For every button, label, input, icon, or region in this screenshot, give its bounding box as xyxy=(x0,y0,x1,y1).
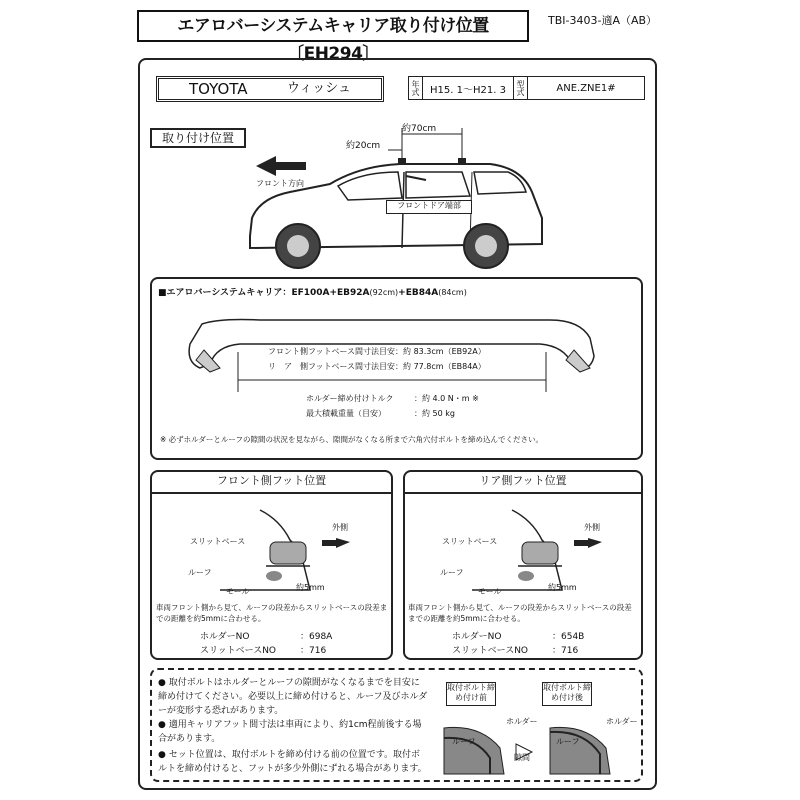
vehicle-model: ウィッシュ xyxy=(287,81,351,96)
rear-slit-base-label: スリットベース xyxy=(442,537,498,546)
carrier-part1-size: (92cm) xyxy=(369,288,399,297)
rear-slit-base xyxy=(522,542,558,564)
rear-slit-value: ：716 xyxy=(552,646,579,656)
front-holder-label: ホルダーNO xyxy=(200,632,250,642)
rear-foot-description: 車両フロント側から見て、ルーフの段差からスリットベースの段差までの距離を約5mmに合わせる。 xyxy=(408,603,632,623)
front-slit-base xyxy=(270,542,306,564)
front-outer-label: 外側 xyxy=(332,523,348,532)
rear-door-window xyxy=(406,172,470,198)
document-id: TBI-3403-適A（AB） xyxy=(548,14,658,27)
torque-value: ：約 4.0 N・m ※ xyxy=(414,394,479,403)
note-item-3-text: セット位置は、取付ボルトを締め付ける前の位置です。取付ボルトを締め付けると、フットが多少外側にずれる場合があります。 xyxy=(158,750,427,774)
front-foot-title: フロント側フット位置 xyxy=(150,470,393,494)
car-illustration xyxy=(230,118,560,274)
dim-70-label: 約70cm xyxy=(402,124,437,134)
carrier-heading xyxy=(158,285,467,298)
carrier-part1: EF100A+EB92A xyxy=(291,288,370,298)
vehicle-name-box xyxy=(156,76,384,102)
note-item-2: ● 適用キャリアフット間寸法は車両により、約1cm程前後する場合があります。 xyxy=(158,720,422,744)
year-label: 年式 xyxy=(411,80,420,96)
type-label-cell xyxy=(514,77,528,99)
note-item-1-text: 取付ボルトはホルダーとルーフの隙間がなくなるまでを目安に締め付けてください。必要以上に締め付けると、ルーフ及びホルダーが変形する恐れがあります。 xyxy=(158,678,428,716)
rear-foot-diagram xyxy=(452,500,612,600)
load-value: ：約 50 kg xyxy=(414,409,455,418)
front-wheel-hub xyxy=(287,235,309,257)
front-slit-label: スリットベースNO xyxy=(200,646,277,656)
carrier-plus: + xyxy=(398,288,406,298)
rear-slit-label: スリットベースNO xyxy=(452,646,529,656)
carrier-note: ※ 必ずホルダーとルーフの隙間の状況を見ながら、隙間がなくなる所まで六角穴付ボルトを締め込んでください。 xyxy=(160,435,543,444)
vehicle-spec-table xyxy=(408,76,645,100)
carrier-part2-size: (84cm) xyxy=(438,288,467,297)
before-holder xyxy=(444,727,504,774)
front-distance-label: 約5mm xyxy=(296,583,325,592)
rear-molding-label: モール xyxy=(478,587,502,596)
rear-outer-arrow-shaft xyxy=(574,540,588,546)
rear-wheel-hub xyxy=(475,235,497,257)
torque-label: ホルダー締め付けトルク xyxy=(306,394,394,403)
vehicle-make: TOYOTA xyxy=(189,80,248,98)
rear-roof-label: ルーフ xyxy=(440,568,464,577)
front-direction-arrow xyxy=(256,156,306,176)
front-slit-base-label: スリットベース xyxy=(190,537,246,546)
rear-holder-label: ホルダーNO xyxy=(452,632,502,642)
front-foot-diagram xyxy=(200,500,360,600)
rear-molding xyxy=(518,571,534,581)
year-label-cell xyxy=(409,77,423,99)
rear-distance-label: 約5mm xyxy=(548,583,577,592)
carrier-part2: EB84A xyxy=(405,288,439,298)
front-slit-value: ：716 xyxy=(300,646,327,656)
type-value: ANE.ZNE1# xyxy=(556,82,616,94)
page-title: エアロバーシステムキャリア取り付け位置〔EH294〕 xyxy=(137,10,529,42)
rear-outer-arrow xyxy=(588,538,602,548)
front-door-edge-label: フロントドア端部 xyxy=(386,200,472,214)
rear-foot-title: リア側フット位置 xyxy=(403,470,643,494)
rear-base-dimension: リ ア 側フットベース間寸法目安：約 77.8cm（EB84A） xyxy=(268,362,486,371)
front-outer-arrow xyxy=(336,538,350,548)
rear-holder-value: ：654B xyxy=(552,632,585,642)
carrier-heading-prefix: ■エアロバーシステムキャリア： xyxy=(158,288,292,298)
after-tighten-label: 取付ボルト締め付け後 xyxy=(542,682,592,706)
load-label: 最大積載重量（目安） xyxy=(306,409,386,418)
dim-20-label: 約20cm xyxy=(346,141,381,151)
holder-label-after: ホルダー xyxy=(606,717,638,726)
type-label: 型式 xyxy=(516,80,525,96)
before-tighten-label: 取付ボルト締め付け前 xyxy=(446,682,496,706)
note-item-3: ● セット位置は、取付ボルトを締め付ける前の位置です。取付ボルトを締め付けると、フットが多少外側にずれる場合があります。 xyxy=(158,750,427,774)
front-roof-label: ルーフ xyxy=(188,568,212,577)
gap-label: 隙間 xyxy=(514,753,530,762)
holder-label-before: ホルダー xyxy=(506,717,538,726)
roof-label-before: ルーフ xyxy=(452,737,476,746)
roof-label-after: ルーフ xyxy=(556,737,580,746)
front-direction-label: フロント方向 xyxy=(256,179,304,188)
position-section-label: 取り付け位置 xyxy=(150,128,246,148)
note-item-2-text: 適用キャリアフット間寸法は車両により、約1cm程前後する場合があります。 xyxy=(158,720,422,744)
rear-outer-label: 外側 xyxy=(584,523,600,532)
front-molding xyxy=(266,571,282,581)
front-molding-label: モール xyxy=(226,587,250,596)
front-outer-arrow-shaft xyxy=(322,540,336,546)
year-value: H15. 1〜H21. 3 xyxy=(423,77,514,99)
front-base-dimension: フロント側フットベース間寸法目安：約 83.3cm（EB92A） xyxy=(268,347,486,356)
front-holder-value: ：698A xyxy=(300,632,333,642)
note-item-1: ● 取付ボルトはホルダーとルーフの隙間がなくなるまでを目安に締め付けてください。必要以上に締め付けると、ルーフ及びホルダーが変形する恐れがあります。 xyxy=(158,678,428,716)
front-foot-description: 車両フロント側から見て、ルーフの段差からスリットベースの段差までの距離を約5mmに合わせる。 xyxy=(156,603,388,623)
